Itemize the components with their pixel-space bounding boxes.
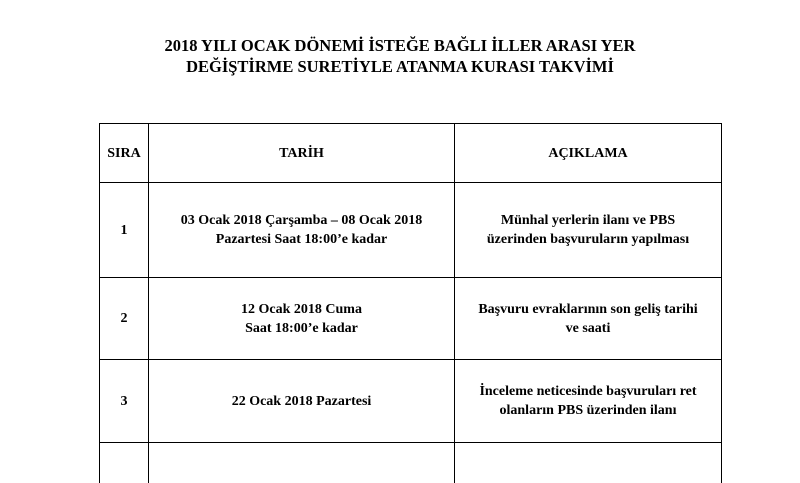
row-date [149, 183, 455, 278]
title-line-2: DEĞİŞTİRME SURETİYLE ATANMA KURASI TAKVİMİ [0, 56, 800, 77]
description-line: olanların PBS üzerinden ilanı [459, 401, 717, 420]
calendar-table [99, 123, 722, 483]
row-description [455, 183, 722, 278]
description-line: İnceleme neticesinde başvuruları ret [459, 382, 717, 401]
table-row [100, 183, 722, 278]
table-row [100, 278, 722, 360]
row-description [455, 360, 722, 443]
row-number: 3 [100, 360, 149, 443]
row-date [149, 360, 455, 443]
date-line: Saat 18:00’e kadar [153, 319, 450, 338]
header-aciklama: AÇIKLAMA [455, 124, 722, 183]
row-date-empty [149, 443, 455, 483]
table-row [100, 360, 722, 443]
title-line-1: 2018 YILI OCAK DÖNEMİ İSTEĞE BAĞLI İLLER ARASI YER [0, 35, 800, 56]
description-line: ve saati [459, 319, 717, 338]
description-line: üzerinden başvuruların yapılması [459, 230, 717, 249]
row-number: 1 [100, 183, 149, 278]
row-description-empty [455, 443, 722, 483]
document-title [0, 35, 800, 77]
date-line: 03 Ocak 2018 Çarşamba – 08 Ocak 2018 [153, 211, 450, 230]
row-date [149, 278, 455, 360]
row-number-empty [100, 443, 149, 483]
table-header-row [100, 124, 722, 183]
header-tarih: TARİH [149, 124, 455, 183]
date-line: 22 Ocak 2018 Pazartesi [153, 392, 450, 411]
date-line: 12 Ocak 2018 Cuma [153, 300, 450, 319]
date-line: Pazartesi Saat 18:00’e kadar [153, 230, 450, 249]
description-line: Münhal yerlerin ilanı ve PBS [459, 211, 717, 230]
description-line: Başvuru evraklarının son geliş tarihi [459, 300, 717, 319]
table-row-partial [100, 443, 722, 483]
row-description [455, 278, 722, 360]
header-sira: SIRA [100, 124, 149, 183]
row-number: 2 [100, 278, 149, 360]
